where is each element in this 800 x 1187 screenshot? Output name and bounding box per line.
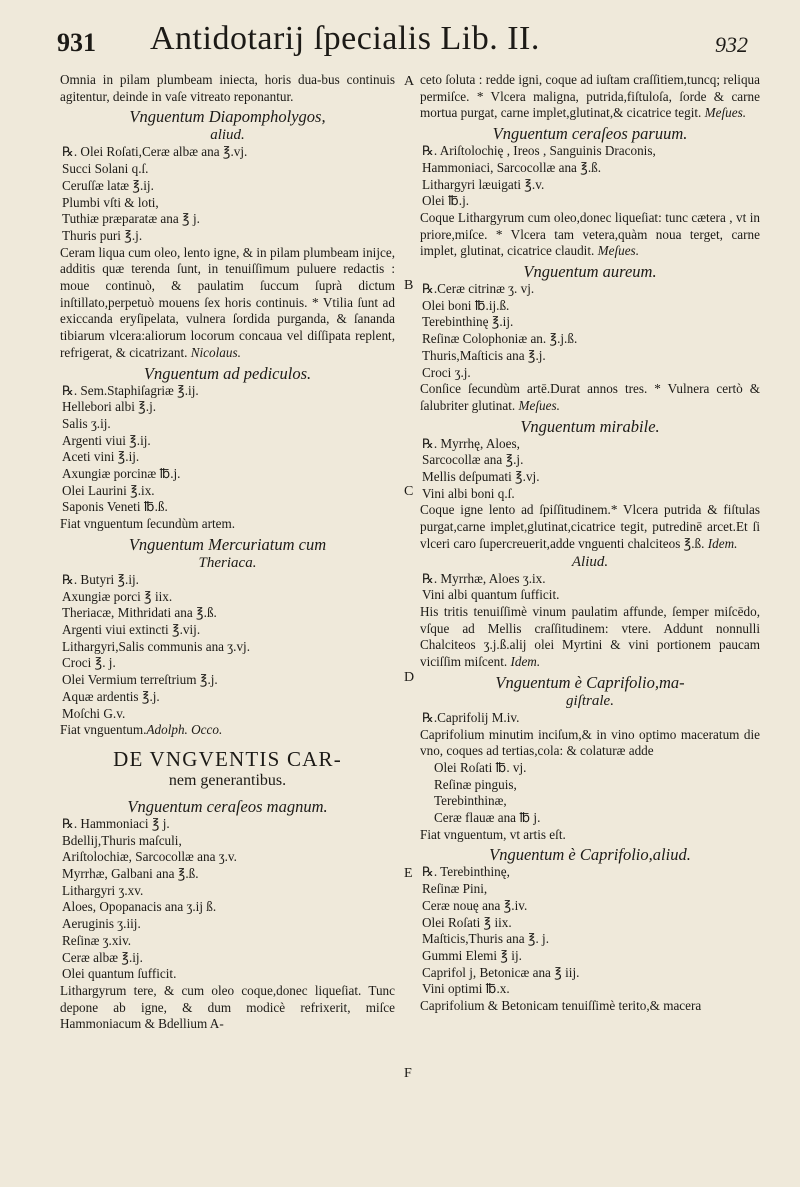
- ingredient-line: ℞. Ariſtolochię , Ireos , Sanguinis Draconis,: [422, 143, 656, 159]
- ingredient-line: Aceti vini ℥.ij.: [62, 449, 140, 465]
- author-attribution: Idem.: [707, 535, 738, 551]
- instruction-paragraph: [420, 210, 760, 260]
- ingredient-line: Myrrhæ, Galbani ana ℥.ß.: [62, 866, 199, 882]
- author-attribution: Meſues.: [704, 105, 747, 121]
- right-column: [420, 72, 760, 1015]
- ingredient-line: Croci ʒ.j.: [422, 364, 471, 380]
- ingredient-line: Aeruginis ʒ.iij.: [62, 916, 141, 932]
- recipe-heading: Vnguentum è Caprifolio,aliud.: [489, 845, 691, 865]
- instruction-paragraph: Caprifolium & Betonicam tenuiſſimè terito,& macera: [420, 998, 702, 1014]
- instruction-text: ceto ſoluta : redde igni, coque ad iuſtam craſſitiem,tuncq; reliqua permiſce. * Vlcera maligna, putrida,fiſtuloſa, ſorde & carne mortua purgat, carne implet,glutinat,& cicatrice tegit.: [420, 72, 760, 121]
- recipe-heading: Vnguentum Diapompholygos,: [129, 107, 326, 127]
- ingredient-line: Succi Solani q.ſ.: [62, 161, 149, 177]
- instruction-paragraph: [420, 381, 760, 414]
- ingredient-line: Olei boni ℔.ij.ß.: [422, 297, 510, 313]
- ingredient-line: Axungiæ porcinæ ℔.j.: [62, 466, 181, 482]
- page-header: [0, 20, 800, 66]
- instruction-paragraph: Fiat vnguentum, vt artis eſt.: [420, 826, 566, 842]
- ingredient-line: Olei ℔.j.: [422, 193, 470, 209]
- ingredient-line: Tuthiæ præparatæ ana ℥ j.: [62, 211, 200, 227]
- ingredient-line: Lithargyri,Salis communis ana ʒ.vj.: [62, 638, 251, 654]
- ingredient-line: Hammoniaci, Sarcocollæ ana ℥.ß.: [422, 159, 602, 175]
- instruction-text: Conſice ſecundùm artē.Durat annos tres. * Vulnera certò & ſalubriter glutinat.: [420, 381, 760, 413]
- margin-letter-a: A: [404, 74, 415, 89]
- recipe-heading: Vnguentum è Caprifolio,ma-: [495, 672, 685, 692]
- ingredient-line: Maſticis,Thuris ana ℥. j.: [422, 931, 550, 947]
- instruction-paragraph: [420, 604, 760, 671]
- recipe-subheading: giſtrale.: [566, 692, 614, 709]
- recipe-heading: Aliud.: [571, 553, 609, 570]
- ingredient-line: ℞. Myrrhę, Aloes,: [422, 435, 520, 451]
- author-attribution: Meſues.: [597, 243, 639, 259]
- ingredient-line: ℞. Hammoniaci ℥ j.: [62, 815, 170, 831]
- ingredient-line: ℞. Butyri ℥.ij.: [62, 571, 139, 587]
- ingredient-line: Vini optimi ℔.x.: [422, 981, 510, 997]
- instruction-paragraph: Lithargyrum tere, & cum oleo coque,donec liqueſiat. Tunc depone ab igne, & dum modicè refrixerit, miſce Hammoniacum & Bdellium A-: [60, 982, 395, 1032]
- recipe-subheading: aliud.: [210, 127, 245, 144]
- recipe-heading: Vnguentum ad pediculos.: [143, 363, 312, 383]
- ingredient-line: Hellebori albi ℥.j.: [62, 399, 157, 415]
- ingredient-line: Reſinæ Colophoniæ an. ℥.j.ß.: [422, 331, 578, 347]
- ingredient-line: Gummi Elemi ℥ ij.: [422, 947, 522, 963]
- ingredient-line: Moſchi G.v.: [62, 705, 126, 721]
- ingredient-line: Saponis Veneti ℔.ß.: [62, 499, 168, 515]
- ingredient-line: Ceræ albæ ℥.ij.: [62, 949, 143, 965]
- continuation-paragraph: [420, 72, 760, 122]
- ingredient-line: Olei Roſati ℔. vj.: [434, 759, 527, 775]
- instruction-paragraph: [60, 245, 395, 362]
- margin-letter-e: E: [404, 866, 413, 881]
- margin-letter-c: C: [404, 484, 414, 499]
- ingredient-line: Thuris puri ℥.j.: [62, 227, 143, 243]
- ingredient-line: Terebinthinę ℥.ij.: [422, 314, 514, 330]
- ingredient-line: ℞.Caprifolij M.iv.: [422, 709, 520, 725]
- ingredient-line: Caprifol j, Betonicæ ana ℥ iij.: [422, 964, 580, 980]
- ingredient-line: Olei Vermium terreſtrium ℥.j.: [62, 672, 218, 688]
- instruction-paragraph: [420, 502, 760, 552]
- ingredient-line: Olei quantum ſufficit.: [62, 966, 177, 982]
- ingredient-line: Ceruſſæ latæ ℥.ij.: [62, 177, 154, 193]
- left-column: [60, 72, 395, 1033]
- recipe-heading: Vnguentum ceraſeos paruum.: [492, 124, 688, 144]
- ingredient-line: ℞. Myrrhæ, Aloes ʒ.ix.: [422, 570, 546, 586]
- author-attribution: Nicolaus.: [190, 344, 241, 360]
- ingredient-line: Theriacæ, Mithridati ana ℥.ß.: [62, 605, 217, 621]
- running-head: Antidotarij ſpecialis Lib. II.: [150, 20, 540, 57]
- ingredient-line: Reſinæ ʒ.xiv.: [62, 932, 132, 948]
- section-title-continued: nem generantibus.: [168, 771, 287, 789]
- author-attribution: Meſues.: [518, 397, 560, 413]
- ingredient-line: ℞.Ceræ citrinæ ʒ. vj.: [422, 281, 535, 297]
- ingredient-line: Lithargyri ʒ.xv.: [62, 882, 144, 898]
- ingredient-line: Aquæ ardentis ℥.j.: [62, 688, 160, 704]
- recipe-heading: Vnguentum aureum.: [523, 262, 657, 282]
- recipe-heading: Vnguentum ceraſeos magnum.: [127, 796, 328, 816]
- instruction-text: Coque igne lento ad ſpiſſitudinem.* Vlcera putrida & fiſtulas purgat,carne implet,glutinat,cicatrice tegit, putredinē arcet.Et ſi vlceri caro ſupercreuerit,adde vnguenti chalciteos ℥.ß.: [420, 502, 760, 551]
- recipe-heading: Vnguentum mirabile.: [520, 416, 660, 436]
- ingredient-line: Reſinæ pinguis,: [434, 776, 517, 792]
- ingredient-line: Sarcocollæ ana ℥.j.: [422, 452, 524, 468]
- section-title: DE VNGVENTIS CAR-: [113, 746, 342, 771]
- ingredient-line: ℞. Terebinthinę,: [422, 864, 510, 880]
- ingredient-line: Axungiæ porci ℥ iix.: [62, 588, 173, 604]
- margin-letter-d: D: [404, 670, 415, 685]
- ingredient-line: ℞. Sem.Staphiſagriæ ℥.ij.: [62, 382, 199, 398]
- intro-paragraph: Omnia in pilam plumbeam iniecta, horis dua-bus continuis agitentur, deinde in vaſe vitreato reponantur.: [60, 72, 395, 104]
- ingredient-line: Argenti viui extincti ℥.vij.: [62, 621, 201, 637]
- margin-letter-b: B: [404, 278, 414, 293]
- ingredient-line: Mellis deſpumati ℥.vj.: [422, 469, 540, 485]
- ingredient-line: Reſinæ Pini,: [422, 881, 488, 897]
- ingredient-line: Lithargyri læuigati ℥.v.: [422, 176, 545, 192]
- ingredient-line: ℞. Olei Roſati,Ceræ albæ ana ℥.vj.: [62, 144, 248, 160]
- instruction-paragraph: Caprifolium minutim inciſum,& in vino optimo maceratum die vno, coques ad tertias,cola: & colaturæ adde: [420, 726, 760, 759]
- ingredient-line: Olei Roſati ℥ iix.: [422, 914, 512, 930]
- instruction-text: His tritis tenuiſſimè vinum paulatim affunde, ſemper miſcēdo, vſque ad Mellis craſſitudinem: vtere. Addunt nonnulli Chalciteos ʒ.j.ß.alij olei Myrtini & vini portionem paucam viciſſim miſcent.: [420, 603, 760, 670]
- ingredient-line: Vini albi quantum ſufficit.: [422, 587, 560, 603]
- recipe-heading: Vnguentum Mercuriatum cum: [128, 534, 327, 554]
- ingredient-line: Argenti viui ℥.ij.: [62, 432, 151, 448]
- instruction-text: Ceram liqua cum oleo, lento igne, & in pilam plumbeam inijce, additis quæ terenda ſunt, in tenuiſſimum puluere redactis : moue continuò, & paulatim ſuccum ſuprà dictum inſtillato,perpetuò mouens ſex horis continuis. * Vtilia ſunt ad exiccanda eryſipelata, vulnera ſordida purganda, & ſananda tibiarum vlcera:aliorum locorum concaua vel diſſipata replent, refrigerat, & cicatrizant.: [60, 244, 395, 360]
- author-attribution: Adolph. Occo.: [146, 722, 223, 738]
- ingredient-line: Aloes, Opopanacis ana ʒ.ij ß.: [62, 899, 217, 915]
- ingredient-line: Plumbi vſti & loti,: [62, 194, 159, 210]
- ingredient-line: Ceræ flauæ ana ℔ j.: [434, 810, 541, 826]
- recipe-subheading: Theriaca.: [198, 554, 257, 571]
- left-page-number: 931: [57, 28, 96, 57]
- ingredient-line: Thuris,Maſticis ana ℥.j.: [422, 347, 546, 363]
- ingredient-line: Olei Laurini ℥.ix.: [62, 482, 155, 498]
- instruction-text: Coque Lithargyrum cum oleo,donec liqueſiat: tunc cætera , vt in priore,miſce. * Vlcera tam vetera,quàm noua terget, carne implet, glutinat, cicatrice claudit.: [420, 209, 760, 259]
- ingredient-line: Croci ℥. j.: [62, 655, 116, 671]
- author-attribution: Idem.: [510, 654, 541, 670]
- ingredient-line: Ceræ nouę ana ℥.iv.: [422, 897, 528, 913]
- instruction-text: Fiat vnguentum.: [60, 722, 147, 738]
- ingredient-line: Vini albi boni q.ſ.: [422, 485, 515, 501]
- right-page-number: 932: [715, 32, 748, 57]
- instruction-paragraph: Fiat vnguentum ſecundùm artem.: [60, 516, 236, 532]
- instruction-paragraph: [60, 722, 395, 739]
- ingredient-line: Ariſtolochiæ, Sarcocollæ ana ʒ.v.: [62, 849, 237, 865]
- ingredient-line: Salis ʒ.ij.: [62, 415, 111, 431]
- ingredient-line: Bdellij,Thuris maſculi,: [62, 832, 182, 848]
- ingredient-line: Terebinthinæ,: [434, 793, 507, 809]
- margin-letter-f: F: [404, 1066, 412, 1081]
